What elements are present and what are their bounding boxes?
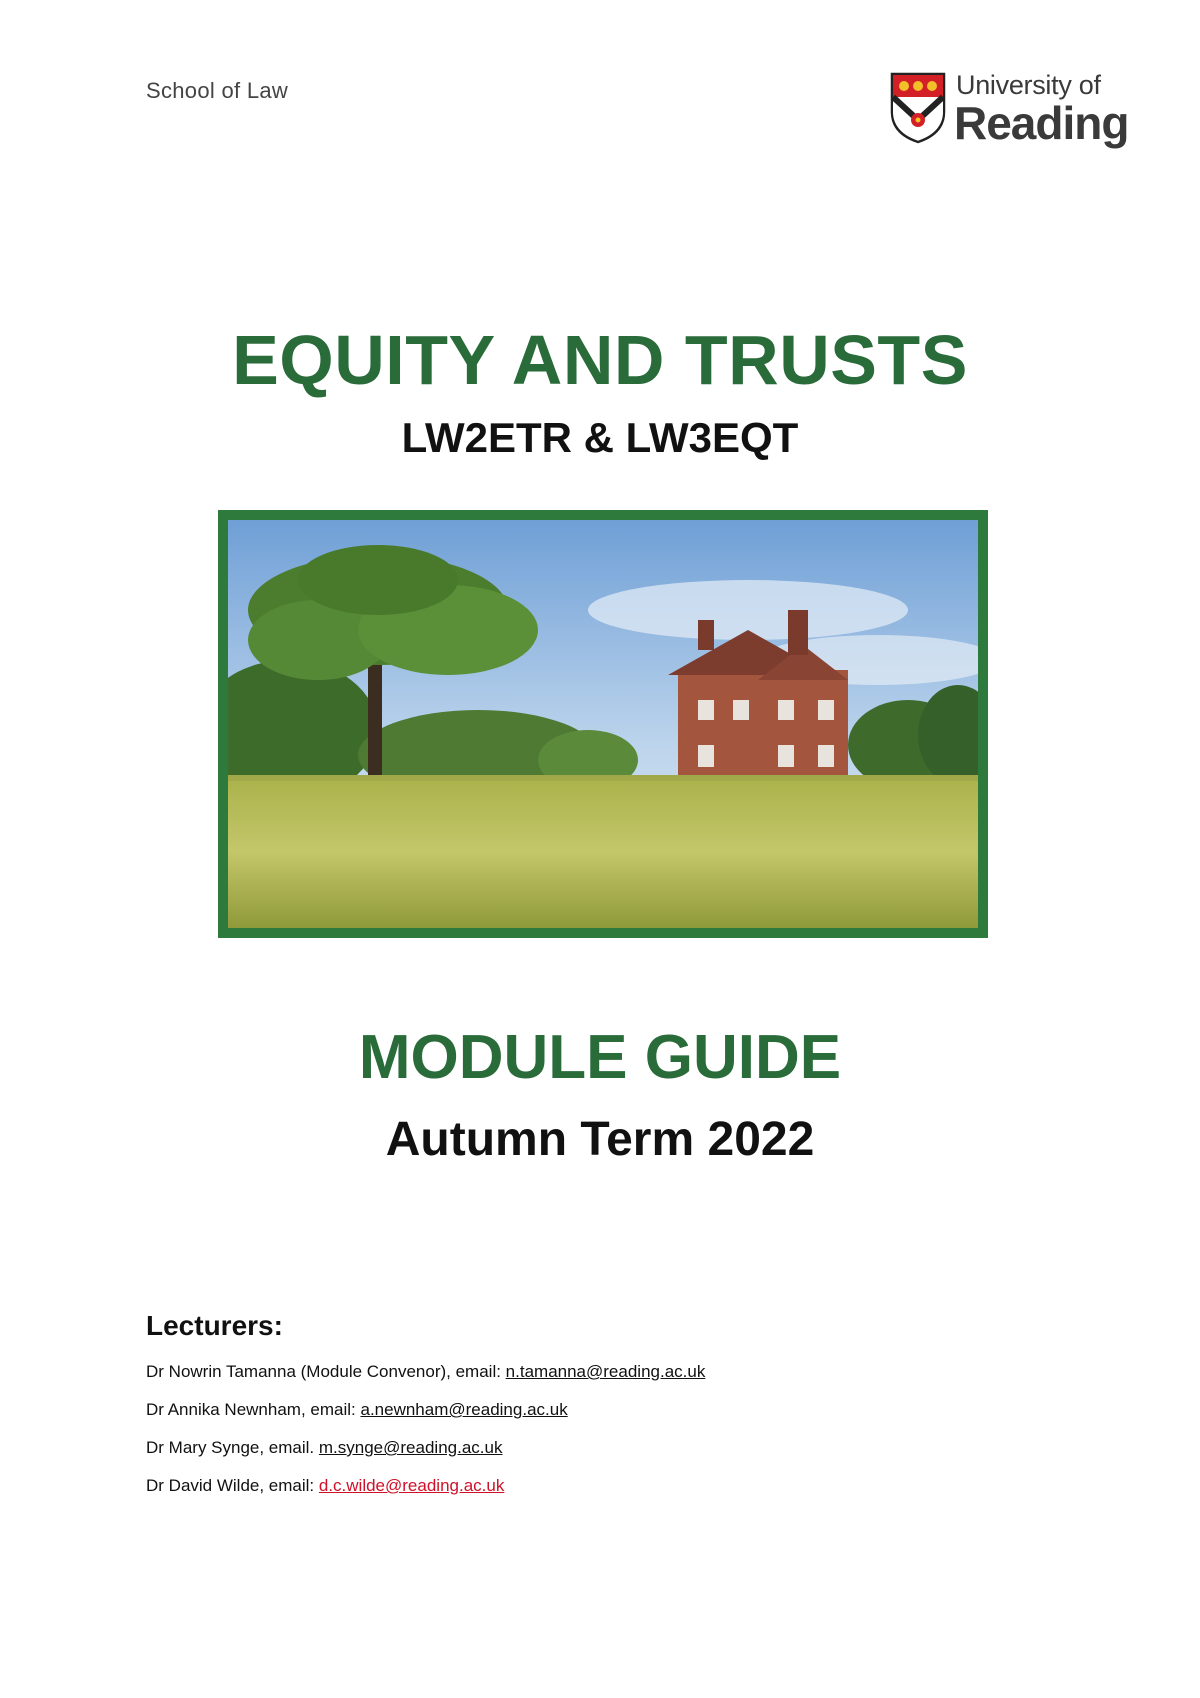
- term-label: Autumn Term 2022: [385, 1113, 815, 1166]
- lecturer-email-link[interactable]: n.tamanna@reading.ac.uk: [505, 1362, 706, 1381]
- lecturer-email-link[interactable]: m.synge@reading.ac.uk: [318, 1438, 503, 1457]
- lecturer-name: Dr Annika Newnham, email:: [146, 1400, 361, 1419]
- campus-photo-illustration: [228, 520, 978, 928]
- lecturer-email-link[interactable]: a.newnham@reading.ac.uk: [360, 1400, 568, 1419]
- module-codes: LW2ETR & LW3EQT: [401, 414, 799, 461]
- lecturer-email-link[interactable]: d.c.wilde@reading.ac.uk: [318, 1476, 505, 1495]
- module-title: EQUITY AND TRUSTS: [232, 321, 968, 399]
- lecturer-name: Dr Nowrin Tamanna (Module Convenor), email:: [146, 1362, 506, 1381]
- lecturers-heading: Lecturers:: [146, 1310, 283, 1341]
- lecturer-entry: [146, 1476, 504, 1496]
- university-crest-icon: [890, 72, 946, 144]
- module-guide-heading: MODULE GUIDE: [358, 1023, 842, 1092]
- lecturer-name: Dr Mary Synge, email.: [146, 1438, 319, 1457]
- lecturer-entry: [146, 1438, 502, 1458]
- lecturer-name: Dr David Wilde, email:: [146, 1476, 319, 1495]
- campus-photo: [218, 510, 988, 938]
- lecturer-entry: [146, 1362, 705, 1382]
- university-logo: [890, 70, 1140, 152]
- logo-line2: Reading: [954, 97, 1129, 149]
- lecturer-entry: [146, 1400, 568, 1420]
- logo-line1: University of: [956, 70, 1101, 100]
- school-name: School of Law: [146, 78, 289, 103]
